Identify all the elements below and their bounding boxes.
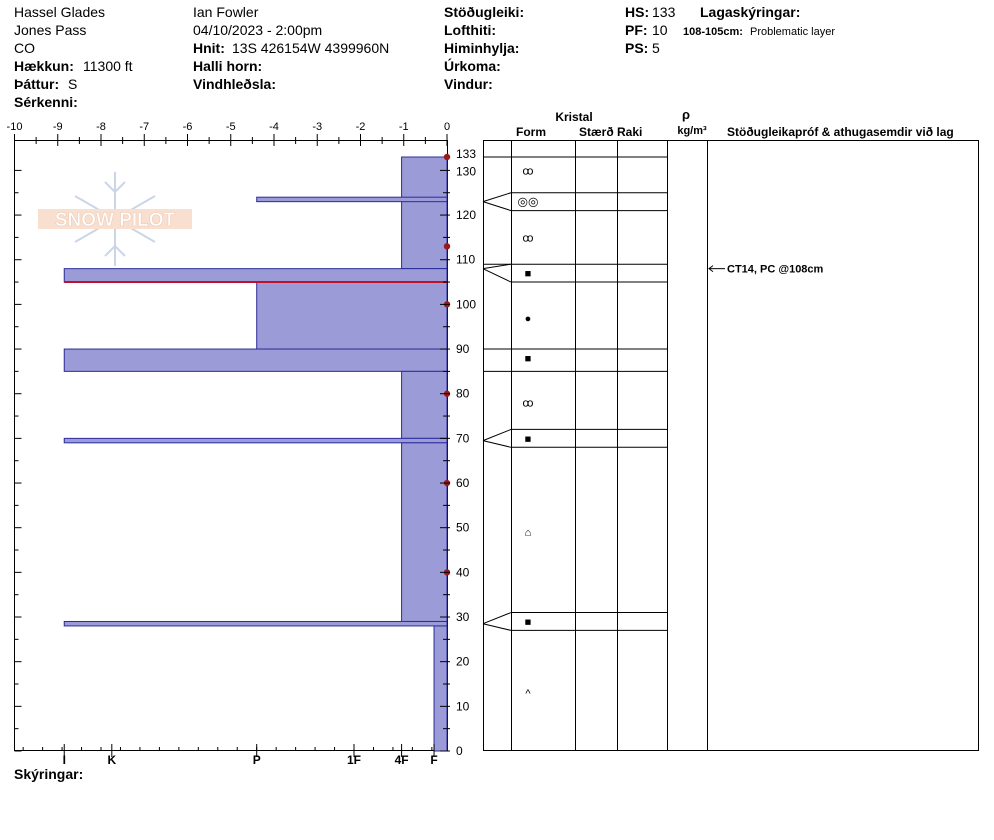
temp-tick-label-0: -10 (6, 121, 23, 133)
hs-label: HS: (625, 4, 650, 20)
col-header-rho: ρ (681, 107, 691, 122)
temp-tick-label-4: -6 (182, 121, 193, 133)
depth-tick-label-7: 70 (456, 431, 470, 446)
col-header-stability-tests: Stöðugleikapróf & athugasemdir við lag (727, 125, 954, 139)
grain-symbol-6: ꝏ (522, 397, 534, 410)
temp-tick-label-3: -7 (139, 121, 150, 133)
hardness-tick-label-5: F (430, 753, 438, 767)
precip-label: Úrkoma: (444, 58, 501, 74)
hardness-tick-label-2: P (252, 753, 261, 767)
depth-tick-label-13: 130 (456, 164, 477, 179)
depth-tick-label-1: 10 (456, 699, 470, 714)
hardness-bar-6 (64, 438, 447, 442)
depth-tick-label-11: 110 (456, 252, 476, 267)
ps-label: PS: (625, 40, 649, 56)
aspect-value: S (68, 76, 78, 92)
grain-symbol-1: ◎◎ (517, 194, 539, 209)
depth-tick-label-0: 0 (456, 744, 463, 758)
footer-notes-label: Skýringar: (14, 766, 84, 782)
sky-label: Himinhylja: (444, 40, 520, 56)
coords-label: Hnit: (193, 40, 225, 56)
hardness-tick-label-3: 1F (347, 753, 362, 767)
wind-loading-label: Vindhleðsla: (193, 76, 276, 92)
hardness-tick-label-1: K (107, 753, 117, 767)
grain-symbol-9: ■ (524, 616, 532, 629)
observer-name: Ian Fowler (193, 4, 259, 20)
layer-connector (483, 429, 511, 440)
features-label: Sérkenni: (14, 94, 78, 110)
grain-symbol-3: ■ (524, 268, 532, 281)
temp-tick-label-6: -4 (269, 121, 279, 133)
layer-note-range: 108-105cm: (683, 26, 743, 38)
depth-tick-label-8: 80 (456, 386, 470, 401)
grain-symbol-10: ^ (525, 687, 531, 700)
temp-tick-label-1: -9 (52, 121, 63, 133)
temp-point-1 (444, 243, 450, 249)
grain-symbol-7: ■ (524, 433, 532, 446)
hardness-tick-label-4: 4F (394, 753, 409, 767)
hardness-bar-7 (402, 443, 447, 622)
layer-connector (483, 441, 511, 448)
coords-value: 13S 426154W 4399960N (232, 40, 390, 56)
hardness-bar-8 (64, 621, 447, 625)
layer-connector (483, 193, 511, 202)
layer-connector (483, 269, 511, 282)
elevation-label: Hækkun: (14, 58, 74, 74)
hardness-bar-5 (402, 371, 447, 438)
hs-value: 133 (652, 4, 676, 20)
col-header-crystal: Kristal (555, 110, 593, 124)
grain-symbol-5: ■ (524, 352, 532, 365)
slope-angle-label: Halli horn: (193, 58, 263, 74)
aspect-label: Þáttur: (14, 76, 60, 92)
layer-table-frame (484, 141, 979, 751)
depth-tick-label-9: 90 (456, 342, 470, 357)
location-name: Hassel Glades (14, 4, 106, 20)
stability-label: Stöðugleiki: (444, 4, 525, 20)
grain-symbol-2: ꝏ (522, 232, 534, 245)
hardness-bar-2 (64, 269, 447, 282)
grain-symbol-8: ⌂ (524, 527, 532, 540)
temp-tick-label-10: 0 (443, 121, 451, 133)
col-header-density-unit: kg/m³ (677, 125, 707, 137)
temp-tick-label-8: -2 (355, 121, 366, 133)
observation-datetime: 04/10/2023 - 2:00pm (193, 22, 323, 38)
grain-symbol-4: ● (524, 312, 532, 325)
col-header-size: Stærð (579, 125, 614, 139)
layer-connector (483, 624, 511, 631)
temp-tick-label-7: -3 (312, 121, 323, 133)
profile-frame (15, 141, 448, 751)
pf-value: 10 (652, 22, 668, 38)
ps-value: 5 (652, 40, 660, 56)
depth-tick-label-3: 30 (456, 610, 470, 625)
temp-point-0 (444, 154, 450, 160)
depth-tick-label-4: 40 (456, 565, 470, 580)
temp-tick-label-2: -8 (96, 121, 106, 133)
wind-label: Vindur: (444, 76, 493, 92)
air-temp-label: Lofthiti: (444, 22, 497, 38)
hardness-bar-9 (434, 626, 447, 751)
depth-tick-label-12: 120 (456, 208, 477, 223)
depth-tick-label-10: 100 (456, 297, 477, 312)
temp-tick-label-9: -1 (398, 121, 409, 133)
depth-tick-label-14: 133 (456, 147, 477, 161)
layer-note-text: Problematic layer (750, 26, 835, 38)
layer-connector (483, 613, 511, 624)
hardness-bar-4 (64, 349, 447, 371)
depth-tick-label-6: 60 (456, 476, 470, 491)
layer-connector (483, 202, 511, 211)
layer-notes-label: Lagaskýringar: (700, 4, 801, 20)
depth-tick-label-2: 20 (456, 654, 470, 669)
hardness-bar-1 (257, 197, 447, 201)
stability-note-0: CT14, PC @108cm (727, 263, 824, 276)
area-name: Jones Pass (14, 22, 87, 38)
hardness-bar-3 (257, 282, 447, 349)
hardness-bar-0 (402, 157, 447, 269)
col-header-form: Form (516, 125, 546, 139)
col-header-moisture: Raki (617, 125, 643, 139)
temp-tick-label-5: -5 (225, 121, 236, 133)
hardness-tick-label-0: I (62, 753, 66, 767)
depth-tick-label-5: 50 (456, 520, 470, 535)
pf-label: PF: (625, 22, 648, 38)
watermark-text: SNOW PILOT (54, 210, 176, 231)
state-name: CO (14, 40, 35, 56)
snowpilot-watermark (38, 172, 192, 266)
grain-symbol-0: ꝏ (522, 165, 534, 178)
elevation-value: 11300 ft (83, 58, 133, 74)
layer-connector (483, 264, 511, 268)
